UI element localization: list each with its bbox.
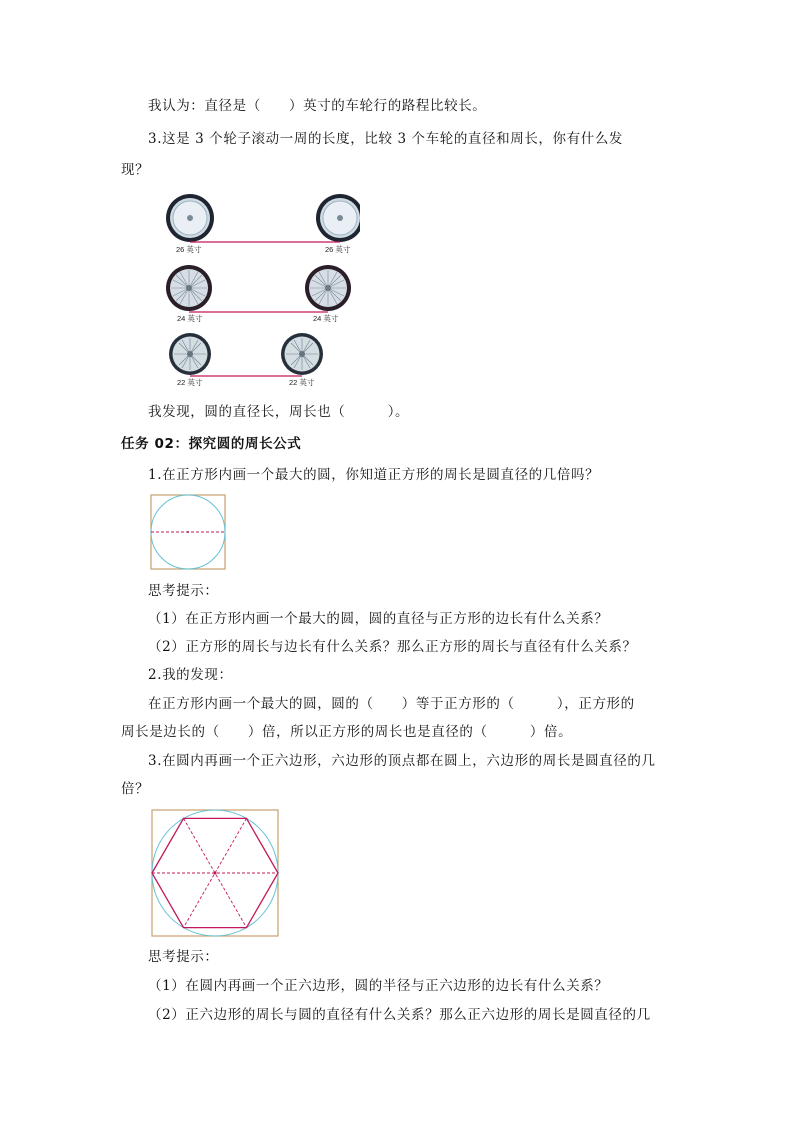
wheel-26-left	[166, 194, 214, 242]
discovery-line: 我发现，圆的直径长，周长也（ ）。	[148, 404, 410, 420]
hexagon-figure	[150, 808, 280, 938]
question-3-text: 3.这是 3 个轮子滚动一周的长度，比较 3 个车轮的直径和周长，你有什么发	[148, 131, 624, 147]
wheel-26-right	[316, 194, 360, 242]
wheel-24-right	[305, 265, 351, 311]
hint-2-item-1: （1）在圆内再画一个正六边形，圆的半径与正六边形的边长有什么关系？	[148, 978, 609, 994]
hint-title-2: 思考提示：	[148, 949, 219, 965]
discovery-fill-1: 在正方形内画一个最大的圆，圆的（ ）等于正方形的（ ），正方形的	[148, 696, 635, 712]
my-discovery-label: 2.我的发现：	[148, 667, 233, 683]
question-1-text: 1.在正方形内画一个最大的圆，你知道正方形的周长是圆直径的几倍吗？	[148, 467, 600, 483]
wheel-label-24-right: 24 英寸	[313, 314, 339, 323]
wheel-label-22-right: 22 英寸	[289, 378, 315, 387]
wheel-22-left	[169, 333, 211, 375]
wheel-label-26-right: 26 英寸	[325, 245, 351, 254]
question-3-text-cont: 现？	[121, 162, 150, 178]
wheels-figure	[160, 190, 360, 390]
answer-line-diameter: 我认为：直径是（ ）英寸的车轮行的路程比较长。	[148, 98, 487, 114]
hint-2-item-2: （2）正六边形的周长与圆的直径有什么关系？那么正六边形的周长是圆直径的几	[148, 1007, 651, 1023]
question-3-hexagon: 3.在圆内再画一个正六边形，六边形的顶点都在圆上，六边形的周长是圆直径的几	[148, 753, 656, 769]
wheel-22-right	[281, 333, 323, 375]
wheel-label-26-left: 26 英寸	[176, 245, 202, 254]
square-circle-figure	[149, 493, 227, 571]
discovery-fill-2: 周长是边长的（ ）倍，所以正方形的周长也是直径的（ ）倍。	[121, 724, 573, 740]
hint-1-item-2: （2）正方形的周长与边长有什么关系？那么正方形的周长与直径有什么关系？	[148, 639, 637, 655]
hint-title-1: 思考提示：	[148, 583, 219, 599]
wheel-label-22-left: 22 英寸	[177, 378, 203, 387]
question-3-hexagon-cont: 倍？	[121, 781, 150, 797]
wheel-label-24-left: 24 英寸	[177, 314, 203, 323]
hint-1-item-1: （1）在正方形内画一个最大的圆，圆的直径与正方形的边长有什么关系？	[148, 611, 609, 627]
wheel-24-left	[166, 265, 212, 311]
task-02-heading: 任务 02：探究圆的周长公式	[121, 436, 302, 452]
